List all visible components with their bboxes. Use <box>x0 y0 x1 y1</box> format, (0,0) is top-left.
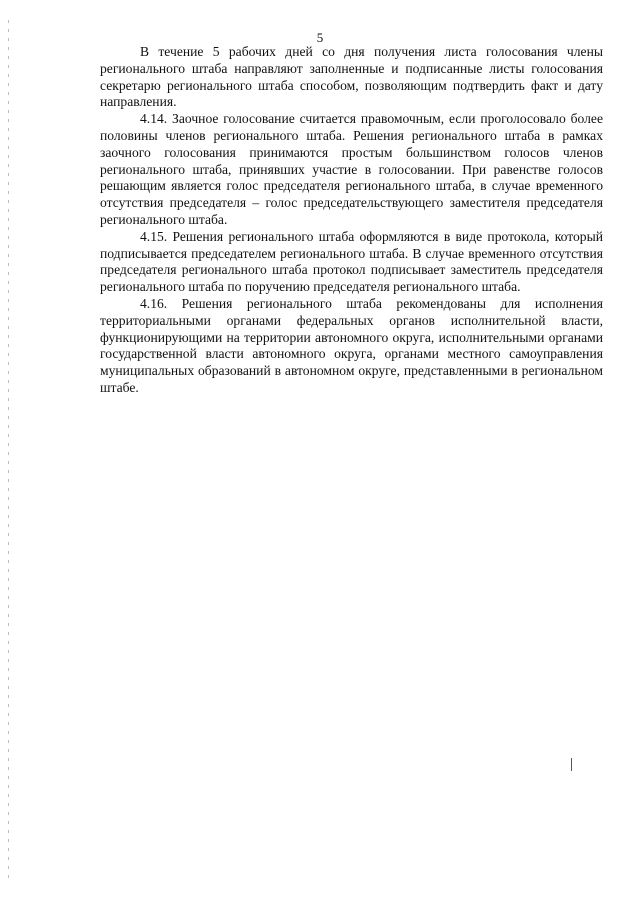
document-body <box>100 44 603 397</box>
page-number: 5 <box>316 30 324 45</box>
paragraph-4-16: 4.16. Решения регионального штаба рекомендованы для исполнения территориальными органами федеральных органов исполнительной власти, функционирующими на территории автономного округа, исполнительными органами государственной власти автономного округа, органами местного самоуправления муниципальных образований в автономном округе, представленными в региональном штабе. <box>100 295 603 395</box>
scan-mark <box>571 758 572 771</box>
paragraph-4-15: 4.15. Решения регионального штаба оформляются в виде протокола, который подписывается председателем регионального штаба. В случае временного отсутствия председателя регионального штаба протокол подписывает заместитель председателя регионального штаба по поручению председателя регионального штаба. <box>100 228 603 295</box>
paragraph-voting-deadline: В течение 5 рабочих дней со дня получения листа голосования члены регионального штаба направляют заполненные и подписанные листы голосования секретарю регионального штаба способом, позволяющим подтвердить факт и дату направления. <box>100 44 603 110</box>
scan-edge-artifact <box>8 20 9 880</box>
paragraph-4-14: 4.14. Заочное голосование считается правомочным, если проголосовало более половины членов регионального штаба. Решения регионального штаба в рамках заочного голосования принимаются простым большинством голосов членов регионального штаба, принявших участие в голосовании. При равенстве голосов решающим является голос председателя регионального штаба, в случае временного отсутствия председателя – голос председательствующего заместителя председателя регионального штаба. <box>100 111 603 227</box>
